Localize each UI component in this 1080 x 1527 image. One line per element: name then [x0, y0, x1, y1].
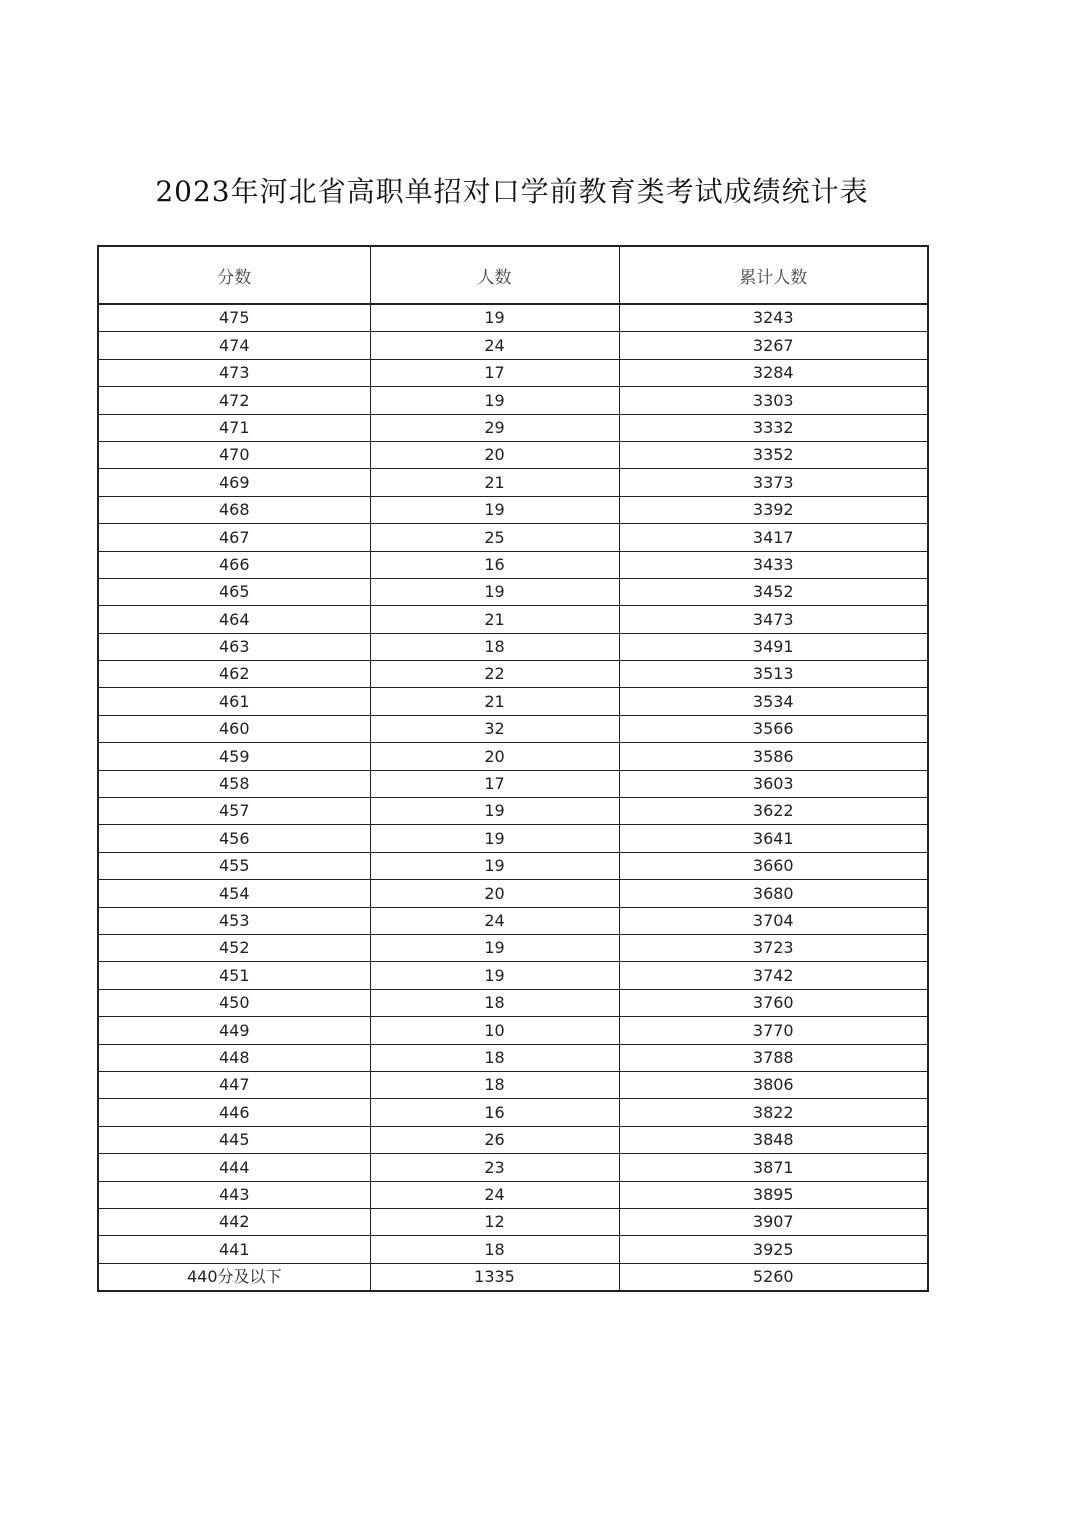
- cell-count: 24: [370, 1181, 619, 1208]
- cell-cumulative-count: 3770: [619, 1017, 928, 1044]
- table-row: [98, 469, 928, 496]
- table-row: [98, 332, 928, 359]
- cell-score: 473: [98, 359, 370, 386]
- table-row: [98, 1154, 928, 1181]
- cell-cumulative-count: 3760: [619, 989, 928, 1016]
- cell-cumulative-count: 3566: [619, 715, 928, 742]
- table-header-row: [98, 246, 928, 304]
- cell-score: 472: [98, 387, 370, 414]
- cell-count: 19: [370, 304, 619, 332]
- cell-score: 460: [98, 715, 370, 742]
- cell-score: 452: [98, 934, 370, 961]
- table-row: [98, 798, 928, 825]
- cell-count: 25: [370, 524, 619, 551]
- cell-cumulative-count: 3704: [619, 907, 928, 934]
- cell-score: 455: [98, 852, 370, 879]
- cell-score: 457: [98, 798, 370, 825]
- table-row: [98, 715, 928, 742]
- cell-score: 442: [98, 1208, 370, 1235]
- cell-cumulative-count: 3433: [619, 551, 928, 578]
- cell-count: 19: [370, 962, 619, 989]
- table-row: [98, 1181, 928, 1208]
- cell-count: 20: [370, 880, 619, 907]
- cell-count: 19: [370, 798, 619, 825]
- cell-score: 465: [98, 578, 370, 605]
- table-row: [98, 1099, 928, 1126]
- cell-score: 445: [98, 1126, 370, 1153]
- cell-score: 440分及以下: [98, 1263, 370, 1291]
- cell-count: 22: [370, 661, 619, 688]
- cell-cumulative-count: 3603: [619, 770, 928, 797]
- table-row: [98, 661, 928, 688]
- cell-count: 19: [370, 578, 619, 605]
- table-row: [98, 578, 928, 605]
- cell-count: 16: [370, 1099, 619, 1126]
- cell-cumulative-count: 3660: [619, 852, 928, 879]
- table-row: [98, 524, 928, 551]
- cell-score: 441: [98, 1236, 370, 1263]
- cell-score: 461: [98, 688, 370, 715]
- header-cumulative-count: 累计人数: [619, 246, 928, 304]
- table-row: [98, 688, 928, 715]
- cell-cumulative-count: 3417: [619, 524, 928, 551]
- cell-score: 470: [98, 441, 370, 468]
- cell-cumulative-count: 3473: [619, 606, 928, 633]
- cell-count: 21: [370, 469, 619, 496]
- cell-count: 23: [370, 1154, 619, 1181]
- cell-score: 448: [98, 1044, 370, 1071]
- cell-cumulative-count: 3723: [619, 934, 928, 961]
- cell-score: 444: [98, 1154, 370, 1181]
- cell-score: 456: [98, 825, 370, 852]
- cell-score: 463: [98, 633, 370, 660]
- table-row: [98, 962, 928, 989]
- cell-score: 458: [98, 770, 370, 797]
- cell-score: 466: [98, 551, 370, 578]
- cell-cumulative-count: 3848: [619, 1126, 928, 1153]
- table-row: [98, 1208, 928, 1235]
- cell-count: 18: [370, 1071, 619, 1098]
- cell-count: 19: [370, 852, 619, 879]
- cell-count: 29: [370, 414, 619, 441]
- cell-score: 454: [98, 880, 370, 907]
- table-row: [98, 359, 928, 386]
- cell-count: 18: [370, 633, 619, 660]
- cell-cumulative-count: 3788: [619, 1044, 928, 1071]
- table-row: [98, 387, 928, 414]
- cell-cumulative-count: 3373: [619, 469, 928, 496]
- table-row: [98, 414, 928, 441]
- cell-score: 462: [98, 661, 370, 688]
- cell-score: 471: [98, 414, 370, 441]
- cell-cumulative-count: 3806: [619, 1071, 928, 1098]
- cell-count: 18: [370, 1236, 619, 1263]
- cell-cumulative-count: 3352: [619, 441, 928, 468]
- table-row: [98, 989, 928, 1016]
- page-title: 2023年河北省高职单招对口学前教育类考试成绩统计表: [155, 175, 869, 208]
- cell-cumulative-count: 3332: [619, 414, 928, 441]
- table-row: [98, 304, 928, 332]
- cell-count: 20: [370, 441, 619, 468]
- cell-cumulative-count: 3243: [619, 304, 928, 332]
- cell-count: 20: [370, 743, 619, 770]
- cell-cumulative-count: 3622: [619, 798, 928, 825]
- cell-score: 459: [98, 743, 370, 770]
- cell-count: 19: [370, 934, 619, 961]
- cell-cumulative-count: 3452: [619, 578, 928, 605]
- score-statistics-table: [97, 245, 929, 1292]
- cell-score: 443: [98, 1181, 370, 1208]
- cell-score: 450: [98, 989, 370, 1016]
- table-row: [98, 1126, 928, 1153]
- table-row: [98, 1236, 928, 1263]
- cell-score: 468: [98, 496, 370, 523]
- cell-count: 18: [370, 1044, 619, 1071]
- cell-score: 453: [98, 907, 370, 934]
- cell-cumulative-count: 3680: [619, 880, 928, 907]
- cell-count: 21: [370, 688, 619, 715]
- cell-count: 19: [370, 496, 619, 523]
- cell-score: 467: [98, 524, 370, 551]
- cell-count: 18: [370, 989, 619, 1016]
- cell-count: 19: [370, 825, 619, 852]
- cell-count: 17: [370, 359, 619, 386]
- header-score: 分数: [98, 246, 370, 304]
- cell-score: 447: [98, 1071, 370, 1098]
- cell-cumulative-count: 3925: [619, 1236, 928, 1263]
- table-row: [98, 1071, 928, 1098]
- cell-cumulative-count: 3641: [619, 825, 928, 852]
- cell-count: 16: [370, 551, 619, 578]
- table-row: [98, 1263, 928, 1291]
- cell-score: 464: [98, 606, 370, 633]
- cell-count: 1335: [370, 1263, 619, 1291]
- cell-count: 32: [370, 715, 619, 742]
- table-row: [98, 934, 928, 961]
- table-row: [98, 606, 928, 633]
- cell-count: 24: [370, 332, 619, 359]
- cell-cumulative-count: 3742: [619, 962, 928, 989]
- cell-count: 21: [370, 606, 619, 633]
- cell-count: 19: [370, 387, 619, 414]
- cell-count: 12: [370, 1208, 619, 1235]
- table-row: [98, 770, 928, 797]
- table-row: [98, 551, 928, 578]
- table-row: [98, 907, 928, 934]
- cell-cumulative-count: 3303: [619, 387, 928, 414]
- cell-count: 26: [370, 1126, 619, 1153]
- table-row: [98, 633, 928, 660]
- cell-score: 451: [98, 962, 370, 989]
- cell-cumulative-count: 3491: [619, 633, 928, 660]
- cell-score: 475: [98, 304, 370, 332]
- cell-count: 10: [370, 1017, 619, 1044]
- cell-score: 474: [98, 332, 370, 359]
- cell-cumulative-count: 5260: [619, 1263, 928, 1291]
- table-body: [98, 304, 928, 1291]
- cell-cumulative-count: 3534: [619, 688, 928, 715]
- cell-cumulative-count: 3871: [619, 1154, 928, 1181]
- cell-count: 17: [370, 770, 619, 797]
- table-row: [98, 496, 928, 523]
- table-row: [98, 852, 928, 879]
- cell-cumulative-count: 3284: [619, 359, 928, 386]
- cell-cumulative-count: 3392: [619, 496, 928, 523]
- cell-cumulative-count: 3822: [619, 1099, 928, 1126]
- table-row: [98, 825, 928, 852]
- cell-cumulative-count: 3267: [619, 332, 928, 359]
- cell-cumulative-count: 3895: [619, 1181, 928, 1208]
- table-row: [98, 880, 928, 907]
- cell-cumulative-count: 3907: [619, 1208, 928, 1235]
- cell-cumulative-count: 3586: [619, 743, 928, 770]
- cell-count: 24: [370, 907, 619, 934]
- table-row: [98, 743, 928, 770]
- cell-score: 469: [98, 469, 370, 496]
- cell-cumulative-count: 3513: [619, 661, 928, 688]
- table-row: [98, 1044, 928, 1071]
- table-row: [98, 441, 928, 468]
- cell-score: 449: [98, 1017, 370, 1044]
- table-row: [98, 1017, 928, 1044]
- header-count: 人数: [370, 246, 619, 304]
- cell-score: 446: [98, 1099, 370, 1126]
